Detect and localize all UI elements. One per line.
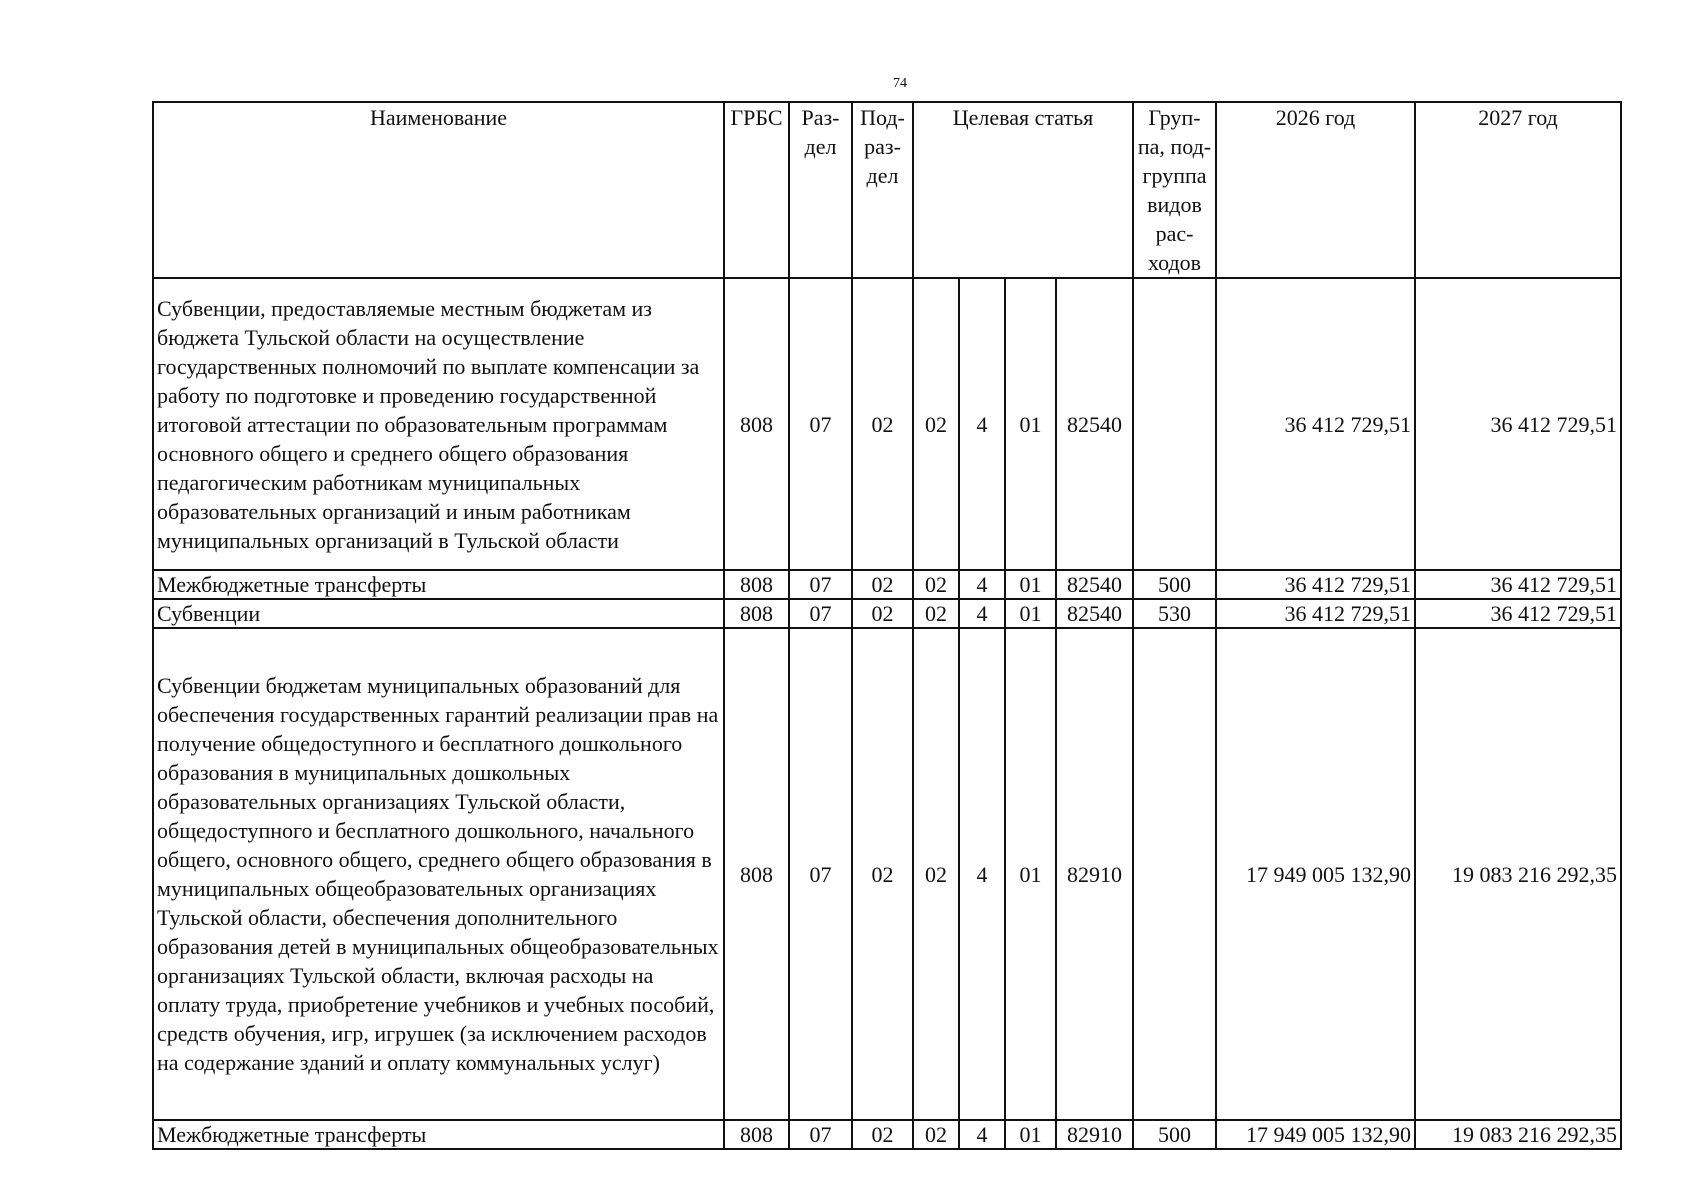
cell-target-4: 82540 [1056,278,1133,570]
cell-target-4: 82540 [1056,599,1133,628]
cell-target-2: 4 [959,570,1005,599]
cell-grbs: 808 [724,628,789,1120]
row-name: Межбюджетные трансферты [153,1120,724,1149]
table-row [153,628,1621,1120]
header-name: Наименование [153,102,724,278]
cell-target-4: 82910 [1056,628,1133,1120]
cell-target-3: 01 [1005,570,1056,599]
cell-2026: 17 949 005 132,90 [1216,1120,1415,1149]
cell-grbs: 808 [724,278,789,570]
cell-target-4: 82910 [1056,1120,1133,1149]
cell-target-1: 02 [913,1120,959,1149]
cell-podrazdel: 02 [852,628,913,1120]
cell-grbs: 808 [724,1120,789,1149]
cell-target-2: 4 [959,628,1005,1120]
header-podrazdel: Под- раз- дел [852,102,913,278]
cell-razdel: 07 [789,570,852,599]
cell-grbs: 808 [724,570,789,599]
header-razdel: Раз- дел [789,102,852,278]
cell-target-1: 02 [913,570,959,599]
cell-target-1: 02 [913,278,959,570]
table-row [153,1120,1621,1149]
table-row [153,599,1621,628]
cell-podrazdel: 02 [852,278,913,570]
cell-razdel: 07 [789,599,852,628]
cell-group [1133,278,1216,570]
cell-group: 500 [1133,1120,1216,1149]
cell-razdel: 07 [789,1120,852,1149]
cell-target-3: 01 [1005,599,1056,628]
cell-target-1: 02 [913,599,959,628]
table-row [153,278,1621,570]
budget-table [152,101,1622,1150]
cell-target-3: 01 [1005,278,1056,570]
cell-2027: 19 083 216 292,35 [1415,628,1621,1120]
header-target: Целевая статья [913,102,1133,278]
cell-target-1: 02 [913,628,959,1120]
table-row [153,570,1621,599]
row-name: Субвенции бюджетам муниципальных образований для обеспечения государственных гарантий реализации прав на получение общедоступного и бесплатного дошкольного образования в муниципальных дошкольных образовательных организациях Тульской области, общедоступного и бесплатного дошкольного, начального общего, основного общего, среднего общего образования в муниципальных общеобразовательных организациях Тульской области, обеспечения дополнительного образования детей в муниципальных общеобразовательных организациях Тульской области, включая расходы на оплату труда, приобретение учебников и учебных пособий, средств обучения, игр, игрушек (за исключением расходов на содержание зданий и оплату коммунальных услуг) [153,628,724,1120]
cell-target-3: 01 [1005,628,1056,1120]
header-row [153,102,1621,278]
cell-2027: 36 412 729,51 [1415,599,1621,628]
row-name: Субвенции, предоставляемые местным бюджетам из бюджета Тульской области на осуществление государственных полномочий по выплате компенсации за работу по подготовке и проведению государственной итоговой аттестации по образовательным программам основного общего и среднего общего образования педагогическим работникам муниципальных образовательных организаций и иным работникам муниципальных организаций в Тульской области [153,278,724,570]
cell-podrazdel: 02 [852,599,913,628]
cell-target-2: 4 [959,599,1005,628]
cell-2026: 36 412 729,51 [1216,570,1415,599]
cell-razdel: 07 [789,628,852,1120]
cell-2026: 36 412 729,51 [1216,278,1415,570]
row-name: Межбюджетные трансферты [153,570,724,599]
cell-grbs: 808 [724,599,789,628]
cell-target-2: 4 [959,1120,1005,1149]
cell-target-4: 82540 [1056,570,1133,599]
cell-target-2: 4 [959,278,1005,570]
row-name: Субвенции [153,599,724,628]
cell-2027: 36 412 729,51 [1415,278,1621,570]
cell-group: 500 [1133,570,1216,599]
header-2026: 2026 год [1216,102,1415,278]
cell-2026: 36 412 729,51 [1216,599,1415,628]
cell-2027: 36 412 729,51 [1415,570,1621,599]
cell-target-3: 01 [1005,1120,1056,1149]
header-2027: 2027 год [1415,102,1621,278]
cell-group [1133,628,1216,1120]
header-group: Груп- па, под- группа видов рас- ходов [1133,102,1216,278]
cell-2027: 19 083 216 292,35 [1415,1120,1621,1149]
cell-podrazdel: 02 [852,1120,913,1149]
cell-2026: 17 949 005 132,90 [1216,628,1415,1120]
page-number: 74 [893,76,907,91]
cell-group: 530 [1133,599,1216,628]
cell-razdel: 07 [789,278,852,570]
header-grbs: ГРБС [724,102,789,278]
cell-podrazdel: 02 [852,570,913,599]
